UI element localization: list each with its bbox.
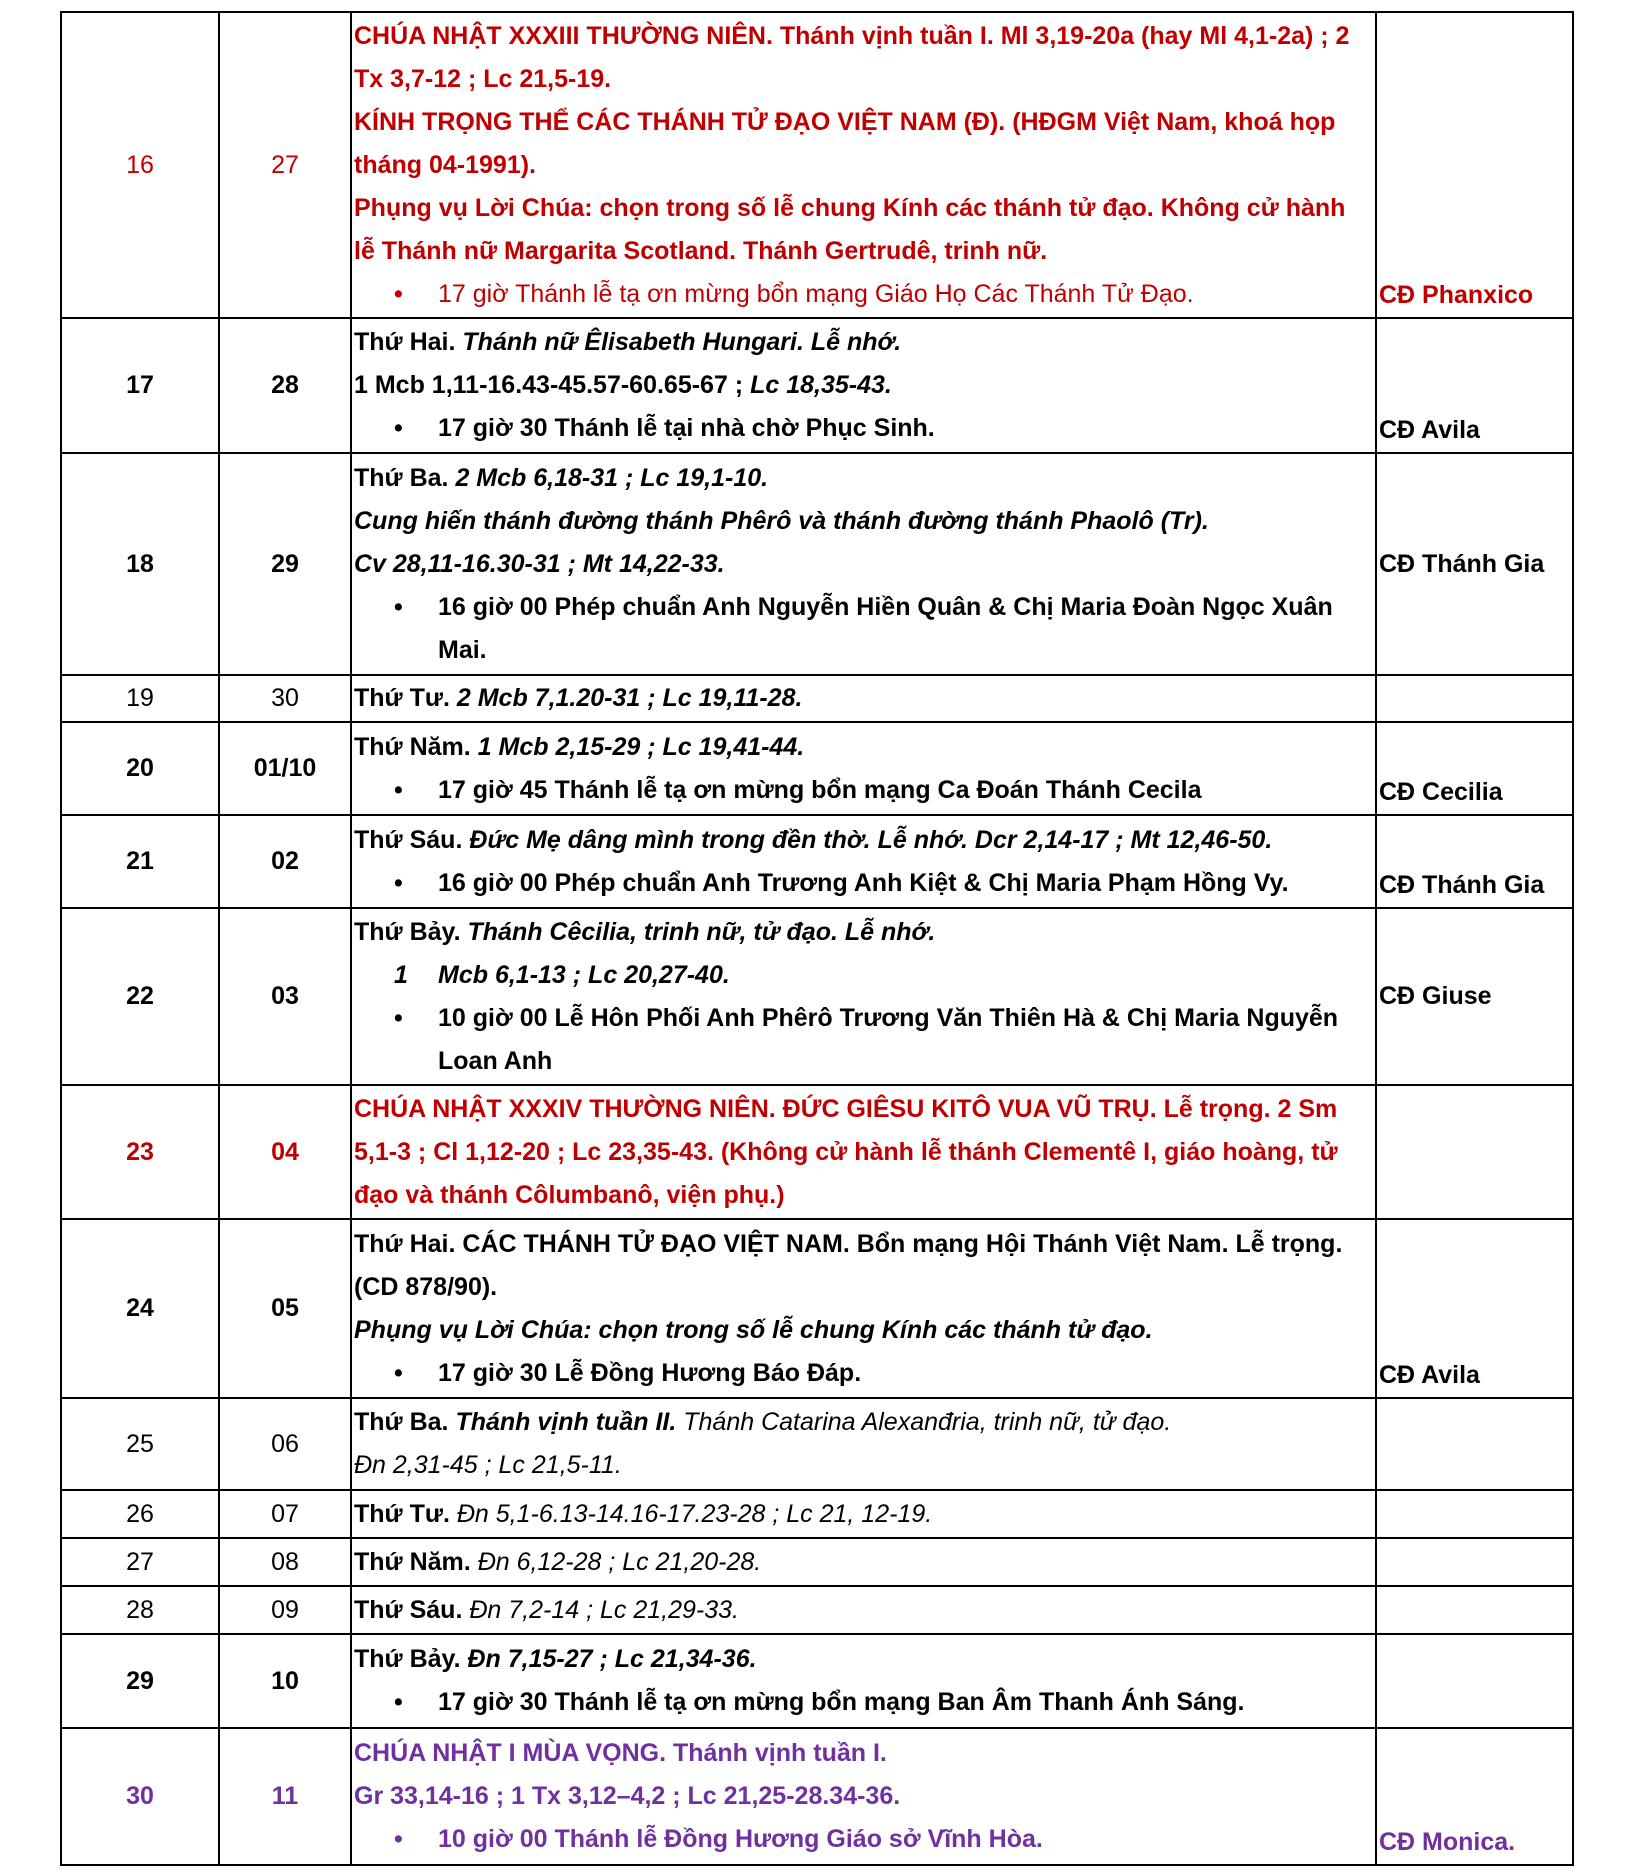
table-row (61, 1586, 1573, 1634)
list-item (354, 1681, 1373, 1724)
weekday: Thứ Ba. (354, 463, 449, 492)
liturgical-calendar-table (60, 11, 1574, 1866)
list-item (354, 586, 1373, 672)
weekday: Thứ Sáu. (354, 1595, 463, 1624)
weekday: Thứ Bảy. (354, 917, 461, 946)
reading-gospel: Lc 18,35-43. (750, 371, 892, 399)
event-cell (351, 1398, 1376, 1490)
list-item (354, 1352, 1373, 1395)
event-cell (351, 318, 1376, 453)
reading: Đn 5,1-6.13-14.16-17.23-28 ; Lc 21, 12-19. (456, 1499, 933, 1528)
day-cell: 21 (61, 815, 219, 908)
event-cell (351, 1634, 1376, 1728)
lunar-day-cell: 04 (219, 1085, 351, 1219)
list-item (354, 273, 1373, 316)
day-cell: 23 (61, 1085, 219, 1219)
event-cell: CHÚA NHẬT XXXIV THƯỜNG NIÊN. ĐỨC GIÊSU KITÔ VUA VŨ TRỤ. Lễ trọng. 2 Sm 5,1-3 ; Cl 1,12-20 ; Lc 23,35-43. (Không cử hành lễ thánh Clementê I, giáo hoàng, tử đạo và thánh Côlumbanô, viện phụ.) (351, 1085, 1376, 1219)
community-cell: CĐ Avila (1376, 318, 1573, 453)
liturgy-note: Phụng vụ Lời Chúa: chọn trong số lễ chung Kính các thánh tử đạo. (354, 1315, 1153, 1344)
lunar-day-cell: 01/10 (219, 722, 351, 815)
reading: Đn 2,31-45 ; Lc 21,5-11. (354, 1451, 622, 1479)
table-row (61, 675, 1573, 722)
bullet-icon: • (394, 1688, 403, 1716)
day-cell: 17 (61, 318, 219, 453)
feast: Đức Mẹ dâng mình trong đền thờ. Lễ nhớ. Dcr 2,14-17 ; Mt 12,46-50. (469, 825, 1273, 854)
lunar-day-cell: 07 (219, 1490, 351, 1538)
schedule-text: 17 giờ Thánh lễ tạ ơn mừng bổn mạng Giáo Họ Các Thánh Tử Đạo. (438, 279, 1194, 308)
weekday: Thứ Sáu. (354, 825, 463, 854)
reading-2: Cv 28,11-16.30-31 ; Mt 14,22-33. (354, 549, 725, 578)
weekday: Thứ Ba. (354, 1408, 449, 1436)
lunar-day-cell: 10 (219, 1634, 351, 1728)
lunar-day-cell: 05 (219, 1219, 351, 1398)
psalter: Thánh vịnh tuần II. (455, 1408, 677, 1436)
schedule-text: 17 giờ 30 Thánh lễ tại nhà chờ Phục Sinh. (438, 414, 935, 442)
event-cell (351, 453, 1376, 675)
community-cell: CĐ Avila (1376, 1219, 1573, 1398)
bullet-icon: • (394, 1825, 403, 1853)
day-cell: 26 (61, 1490, 219, 1538)
day-cell: 25 (61, 1398, 219, 1490)
list-item (354, 407, 1373, 450)
community-cell: CĐ Cecilia (1376, 722, 1573, 815)
bullet-icon: • (394, 414, 403, 442)
table-row (61, 722, 1573, 815)
lunar-day-cell: 02 (219, 815, 351, 908)
day-cell: 29 (61, 1634, 219, 1728)
table-row (61, 1219, 1573, 1398)
list-item (354, 862, 1373, 905)
day-cell: 18 (61, 453, 219, 675)
feast: Thứ Hai. CÁC THÁNH TỬ ĐẠO VIỆT NAM. Bổn mạng Hội Thánh Việt Nam. Lễ trọng. (CD 878/90). (354, 1229, 1343, 1301)
lunar-day-cell: 06 (219, 1398, 351, 1490)
community-cell (1376, 1490, 1573, 1538)
table-row (61, 1085, 1573, 1219)
lunar-day-cell: 29 (219, 453, 351, 675)
event-cell (351, 1728, 1376, 1865)
day-cell: 30 (61, 1728, 219, 1865)
lunar-day-cell: 30 (219, 675, 351, 722)
reading: 2 Mcb 7,1.20-31 ; Lc 19,11-28. (456, 684, 803, 712)
day-cell: 19 (61, 675, 219, 722)
community-cell (1376, 1586, 1573, 1634)
day-cell: 28 (61, 1586, 219, 1634)
bullet-icon: • (394, 775, 403, 804)
bullet-icon: • (394, 1358, 403, 1387)
schedule-text: 10 giờ 00 Thánh lễ Đồng Hương Giáo sở Vĩnh Hòa. (438, 1825, 1043, 1853)
weekday: Thứ Hai. (354, 328, 456, 356)
schedule-text: 17 giờ 30 Lễ Đồng Hương Báo Đáp. (438, 1358, 862, 1387)
table-row (61, 815, 1573, 908)
day-cell: 16 (61, 12, 219, 318)
community-cell (1376, 1398, 1573, 1490)
lunar-day-cell: 28 (219, 318, 351, 453)
liturgy-note: Phụng vụ Lời Chúa: chọn trong số lễ chung Kính các thánh tử đạo. Không cử hành lễ Thánh nữ Margarita Scotland. Thánh Gertrudê, trinh nữ. (354, 193, 1346, 265)
table-row (61, 1398, 1573, 1490)
weekday: Thứ Bảy. (354, 1645, 461, 1673)
table-row (61, 453, 1573, 675)
community-cell (1376, 1085, 1573, 1219)
list-item (354, 997, 1373, 1083)
lunar-day-cell: 08 (219, 1538, 351, 1586)
numbered-item (354, 954, 1373, 997)
table-row (61, 318, 1573, 453)
sunday-title: CHÚA NHẬT XXXIII THƯỜNG NIÊN. Thánh vịnh tuần I. Ml 3,19-20a (hay Ml 4,1-2a) ; 2 Tx 3,7-12 ; Lc 21,5-19. (354, 21, 1350, 93)
table-row (61, 1538, 1573, 1586)
schedule-text: 17 giờ 45 Thánh lễ tạ ơn mừng bổn mạng Ca Đoán Thánh Cecila (438, 775, 1202, 804)
table-row (61, 1634, 1573, 1728)
sunday-title: CHÚA NHẬT I MÙA VỌNG. Thánh vịnh tuần I. (354, 1739, 887, 1767)
weekday: Thứ Tư. (354, 1499, 450, 1528)
lunar-day-cell: 03 (219, 908, 351, 1085)
bullet-icon: • (394, 279, 403, 308)
table-row (61, 908, 1573, 1085)
reading: Đn 6,12-28 ; Lc 21,20-28. (477, 1547, 762, 1576)
reading: Gr 33,14-16 ; 1 Tx 3,12–4,2 ; Lc 21,25-28.34-36. (354, 1782, 901, 1810)
reading: Đn 7,15-27 ; Lc 21,34-36. (467, 1645, 757, 1673)
reading: Đn 7,2-14 ; Lc 21,29-33. (469, 1595, 739, 1624)
event-cell (351, 1586, 1376, 1634)
bullet-icon: • (394, 1003, 403, 1032)
schedule-text: 16 giờ 00 Phép chuẩn Anh Trương Anh Kiệt & Chị Maria Phạm Hồng Vy. (438, 868, 1289, 897)
event-cell (351, 12, 1376, 318)
bullet-icon: • (394, 592, 403, 621)
list-item (354, 1818, 1373, 1861)
lunar-day-cell: 09 (219, 1586, 351, 1634)
schedule-text: 16 giờ 00 Phép chuẩn Anh Nguyễn Hiền Quân & Chị Maria Đoàn Ngọc Xuân Mai. (438, 592, 1333, 664)
schedule-text: 17 giờ 30 Thánh lễ tạ ơn mừng bổn mạng Ban Âm Thanh Ánh Sáng. (438, 1688, 1245, 1716)
event-cell (351, 1219, 1376, 1398)
event-cell (351, 1538, 1376, 1586)
list-item (354, 769, 1373, 812)
feast: Thánh Cêcilia, trinh nữ, tử đạo. Lễ nhớ. (467, 917, 936, 946)
event-cell (351, 675, 1376, 722)
community-cell: CĐ Phanxico (1376, 12, 1573, 318)
day-cell: 24 (61, 1219, 219, 1398)
weekday: Thứ Tư. (354, 684, 450, 712)
feast: Thánh Catarina Alexanđria, trinh nữ, tử đạo. (683, 1408, 1172, 1436)
table-row (61, 12, 1573, 318)
community-cell: CĐ Monica. (1376, 1728, 1573, 1865)
reading: 2 Mcb 6,18-31 ; Lc 19,1-10. (455, 463, 769, 492)
day-cell: 20 (61, 722, 219, 815)
community-cell: CĐ Thánh Gia (1376, 453, 1573, 675)
day-cell: 27 (61, 1538, 219, 1586)
bullet-icon: • (394, 868, 403, 897)
feast: Cung hiến thánh đường thánh Phêrô và thánh đường thánh Phaolô (Tr). (354, 506, 1209, 535)
feast: Thánh nữ Êlisabeth Hungari. Lễ nhớ. (462, 328, 902, 356)
schedule-text: 10 giờ 00 Lễ Hôn Phối Anh Phêrô Trương Văn Thiên Hà & Chị Maria Nguyễn Loan Anh (438, 1003, 1339, 1075)
community-cell (1376, 1538, 1573, 1586)
community-cell: CĐ Giuse (1376, 908, 1573, 1085)
lunar-day-cell: 11 (219, 1728, 351, 1865)
lunar-day-cell: 27 (219, 12, 351, 318)
community-cell: CĐ Thánh Gia (1376, 815, 1573, 908)
community-cell (1376, 1634, 1573, 1728)
number-marker: 1 (394, 960, 408, 989)
reading: 1 Mcb 2,15-29 ; Lc 19,41-44. (477, 732, 805, 761)
reading: 1 Mcb 1,11-16.43-45.57-60.65-67 ; (354, 371, 744, 399)
event-cell (351, 908, 1376, 1085)
community-cell (1376, 675, 1573, 722)
weekday: Thứ Năm. (354, 732, 471, 761)
event-cell (351, 815, 1376, 908)
table-row (61, 1728, 1573, 1865)
solemnity-note: KÍNH TRỌNG THỂ CÁC THÁNH TỬ ĐẠO VIỆT NAM (Đ). (HĐGM Việt Nam, khoá họp tháng 04-1991). (354, 107, 1336, 179)
table-row (61, 1490, 1573, 1538)
weekday: Thứ Năm. (354, 1547, 471, 1576)
event-cell (351, 1490, 1376, 1538)
day-cell: 22 (61, 908, 219, 1085)
reading: Mcb 6,1-13 ; Lc 20,27-40. (438, 960, 730, 989)
event-cell (351, 722, 1376, 815)
